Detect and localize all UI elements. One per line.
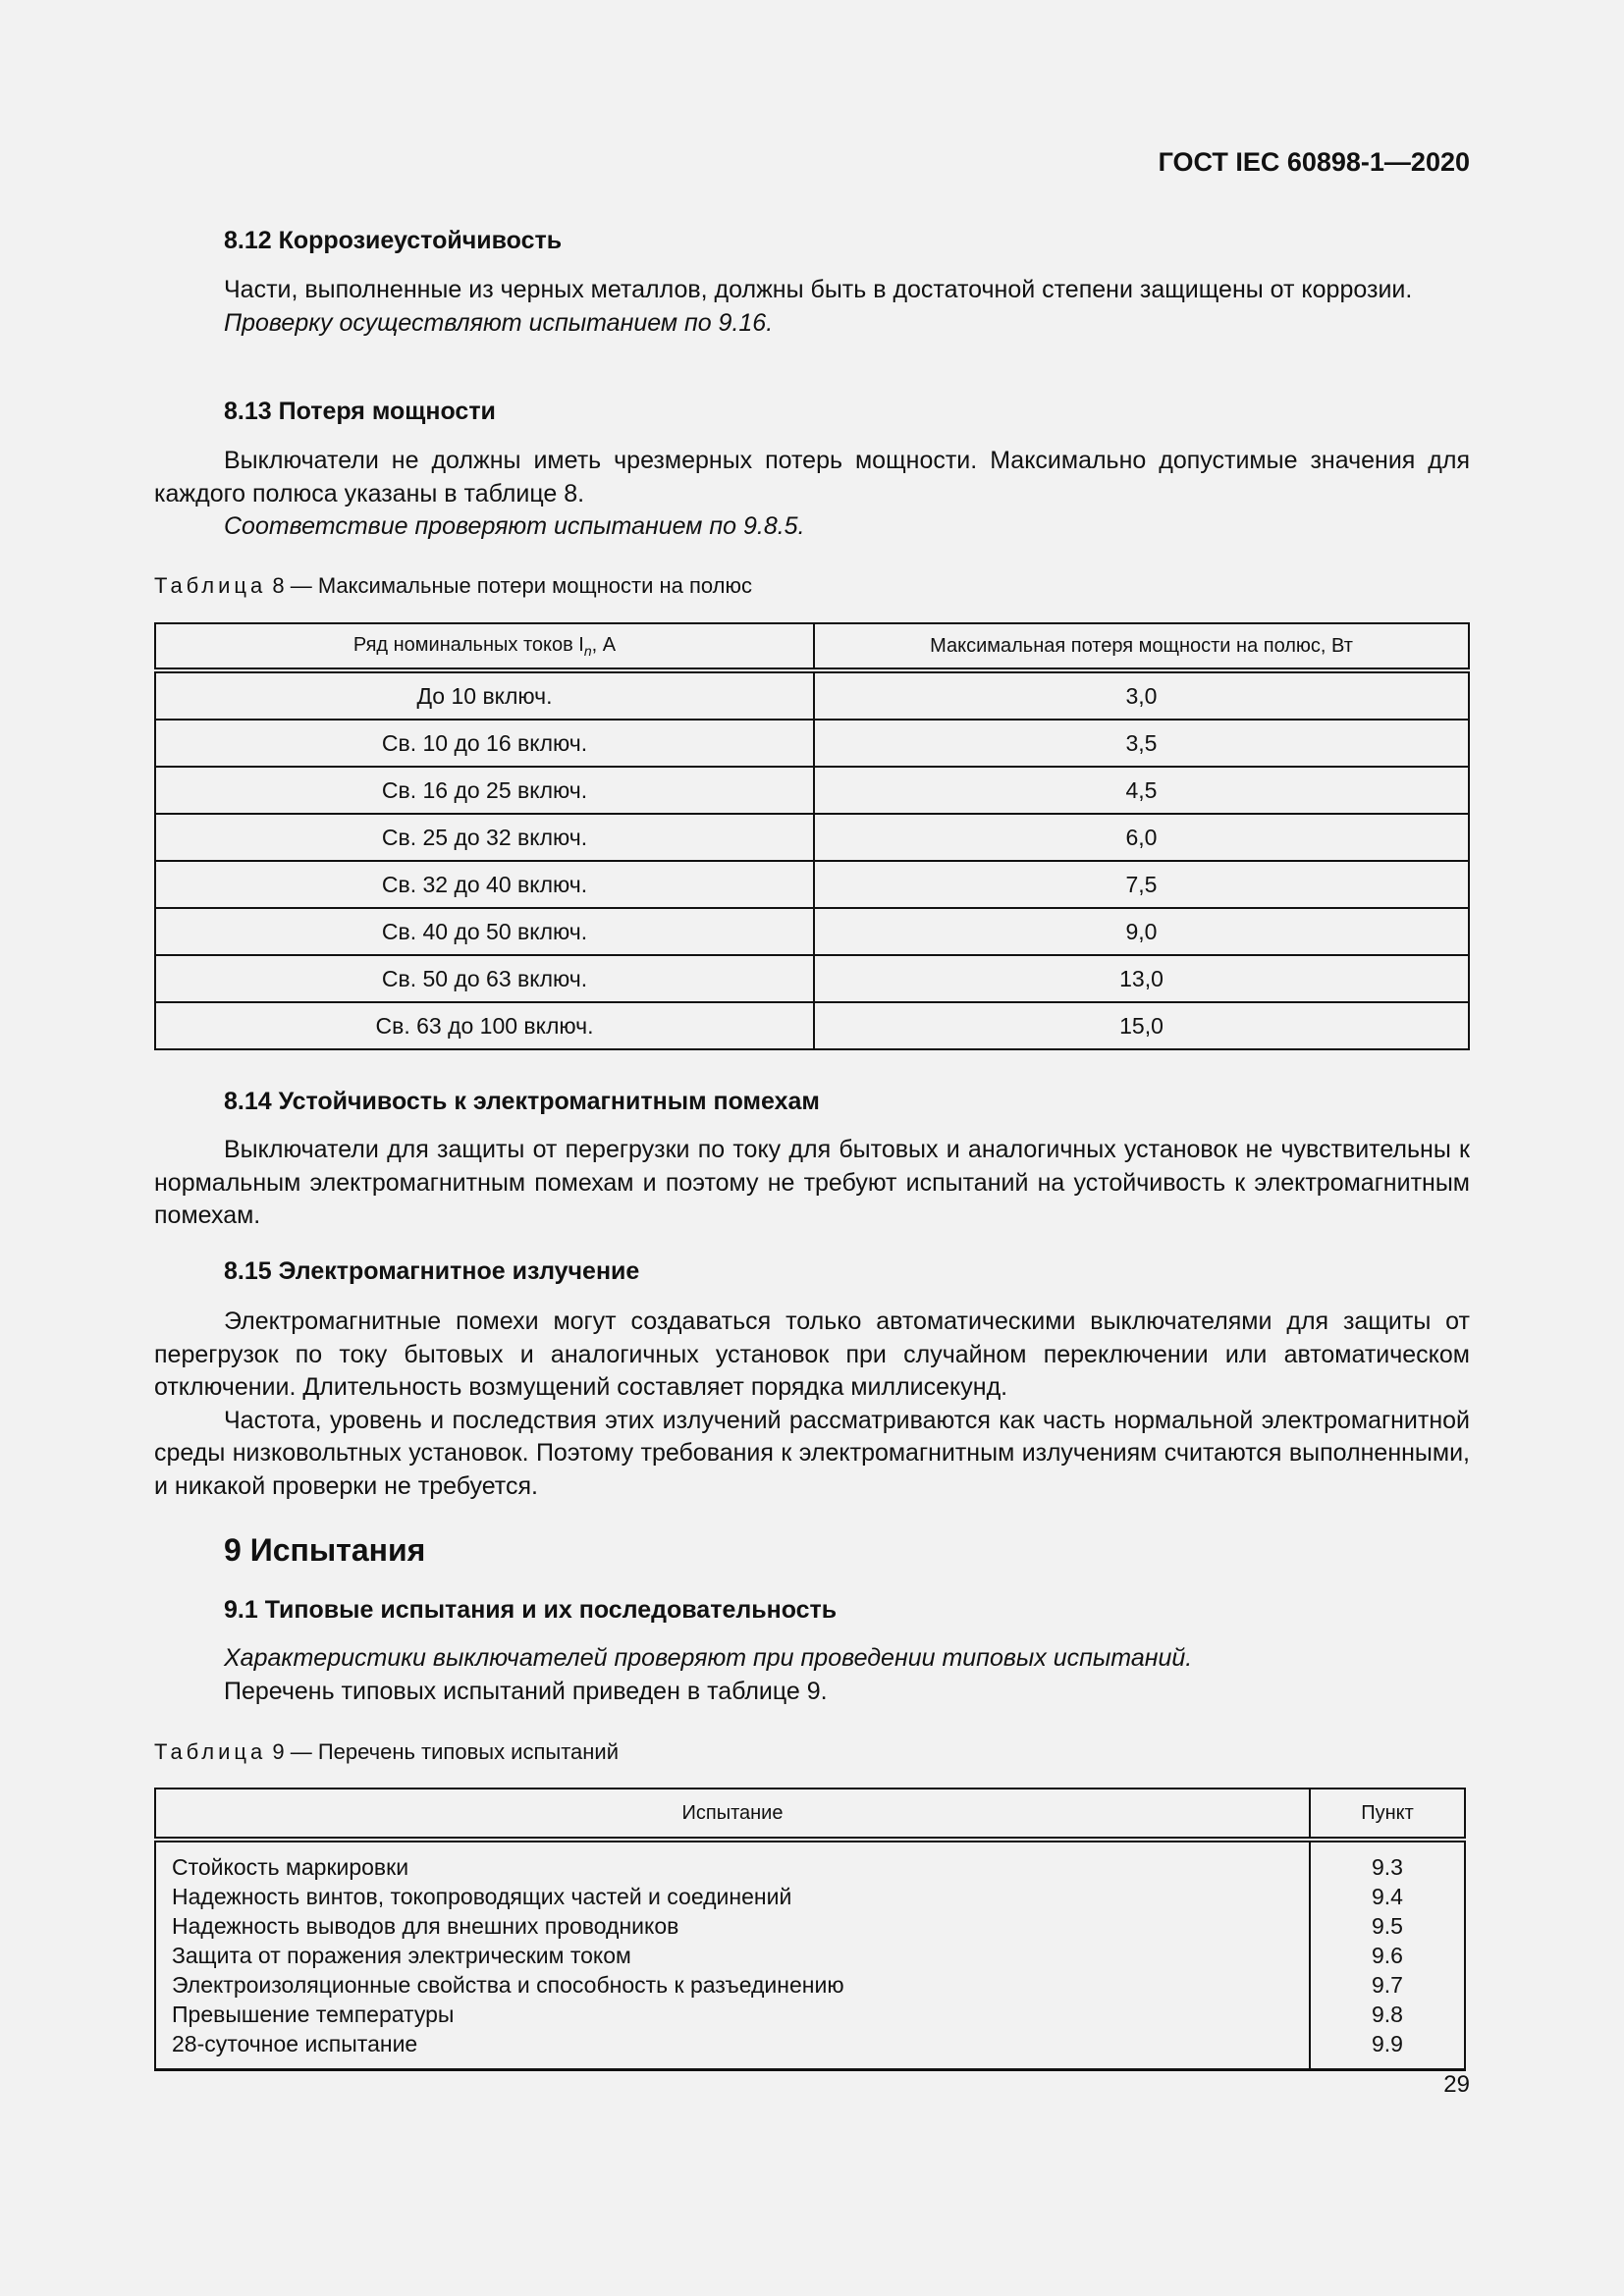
section-9-1-text xyxy=(154,1642,1470,1708)
current-range-cell: Св. 63 до 100 включ. xyxy=(155,1002,814,1049)
clause-number: 9.9 xyxy=(1372,2031,1403,2056)
table-row xyxy=(155,670,1469,720)
current-range-cell: Св. 16 до 25 включ. xyxy=(155,767,814,814)
clause-number: 9.8 xyxy=(1372,2002,1403,2027)
loss-cell: 3,5 xyxy=(814,720,1469,767)
clause-number: 9.3 xyxy=(1372,1854,1403,1880)
caption-prefix: Таблица xyxy=(154,1739,267,1764)
paragraph-italic: Проверку осуществляют испытанием по 9.16. xyxy=(224,308,774,337)
test-name: Превышение температуры xyxy=(172,2002,455,2027)
paragraph-italic: Характеристики выключателей проверяют при проведении типовых испытаний. xyxy=(224,1644,1193,1672)
test-name: 28-суточное испытание xyxy=(172,2031,418,2056)
current-range-cell: Св. 50 до 63 включ. xyxy=(155,955,814,1002)
paragraph-italic: Соответствие проверяют испытанием по 9.8.5. xyxy=(224,512,805,540)
loss-cell: 4,5 xyxy=(814,767,1469,814)
paragraph: Частота, уровень и последствия этих излучений рассматриваются как часть нормальной электромагнитной среды низковольтных установок. Поэтому требования к электромагнитным излучениям считаются выполненными, и никакой проверки не требуется. xyxy=(154,1406,1470,1500)
loss-cell: 13,0 xyxy=(814,955,1469,1002)
column-header-test: Испытание xyxy=(155,1789,1310,1840)
column-header-loss: Максимальная потеря мощности на полюс, Вт xyxy=(814,623,1469,670)
loss-cell: 9,0 xyxy=(814,908,1469,955)
table-9-caption xyxy=(154,1739,1470,1765)
table-row xyxy=(155,908,1469,955)
table-row xyxy=(155,720,1469,767)
table-row xyxy=(155,814,1469,861)
paragraph: Выключатели не должны иметь чрезмерных потерь мощности. Максимально допустимые значения для каждого полюса указаны в таблице 8. xyxy=(154,447,1470,507)
section-8-13-text xyxy=(154,445,1470,544)
section-heading-8-13: 8.13 Потеря мощности xyxy=(224,398,496,425)
caption-text: 8 — Максимальные потери мощности на полюс xyxy=(272,573,752,598)
section-heading-9: 9 Испытания xyxy=(224,1532,426,1568)
section-8-15-text xyxy=(154,1306,1470,1503)
document-id: ГОСТ IEC 60898-1—2020 xyxy=(1158,147,1470,177)
loss-cell: 6,0 xyxy=(814,814,1469,861)
test-name: Надежность винтов, токопроводящих частей и соединений xyxy=(172,1884,792,1909)
table-row xyxy=(155,861,1469,908)
current-range-cell: Св. 32 до 40 включ. xyxy=(155,861,814,908)
table-row xyxy=(155,955,1469,1002)
clause-number: 9.4 xyxy=(1372,1884,1403,1909)
paragraph: Перечень типовых испытаний приведен в таблице 9. xyxy=(224,1677,828,1705)
paragraph: Части, выполненные из черных металлов, должны быть в достаточной степени защищены от коррозии. xyxy=(224,276,1413,303)
clause-number: 9.6 xyxy=(1372,1943,1403,1968)
section-8-14-text xyxy=(154,1134,1470,1233)
tests-list xyxy=(155,1840,1310,2070)
section-heading-9-1: 9.1 Типовые испытания и их последовательность xyxy=(224,1596,838,1624)
current-range-cell: Св. 10 до 16 включ. xyxy=(155,720,814,767)
section-heading-8-15: 8.15 Электромагнитное излучение xyxy=(224,1257,640,1285)
test-name: Электроизоляционные свойства и способность к разъединению xyxy=(172,1972,844,1998)
table-row xyxy=(155,767,1469,814)
section-heading-8-14: 8.14 Устойчивость к электромагнитным помехам xyxy=(224,1088,820,1115)
section-8-12-text xyxy=(154,274,1470,340)
column-header-current: Ряд номинальных токов $I_n$, А xyxy=(155,623,814,670)
test-name: Стойкость маркировки xyxy=(172,1854,409,1880)
loss-cell: 15,0 xyxy=(814,1002,1469,1049)
caption-text: 9 — Перечень типовых испытаний xyxy=(272,1739,619,1764)
section-heading-8-12: 8.12 Коррозиеустойчивость xyxy=(224,227,563,254)
clauses-list xyxy=(1310,1840,1465,2070)
loss-cell: 7,5 xyxy=(814,861,1469,908)
test-name: Защита от поражения электрическим током xyxy=(172,1943,631,1968)
clause-number: 9.7 xyxy=(1372,1972,1403,1998)
table-8 xyxy=(154,622,1470,1050)
loss-cell: 3,0 xyxy=(814,670,1469,720)
table-8-caption xyxy=(154,573,1470,599)
caption-prefix: Таблица xyxy=(154,573,267,598)
table-row xyxy=(155,1002,1469,1049)
page-number: 29 xyxy=(1443,2071,1470,2098)
paragraph: Электромагнитные помехи могут создаваться только автоматическими выключателями для защиты от перегрузок по току бытовых и аналогичных установок при случайном переключении или автоматическом отключении. Длительность возмущений составляет порядка миллисекунд. xyxy=(154,1308,1470,1401)
current-range-cell: Св. 25 до 32 включ. xyxy=(155,814,814,861)
table-9 xyxy=(154,1788,1466,2071)
column-header-clause: Пункт xyxy=(1310,1789,1465,1840)
clause-number: 9.5 xyxy=(1372,1913,1403,1939)
current-range-cell: До 10 включ. xyxy=(155,670,814,720)
test-name: Надежность выводов для внешних проводников xyxy=(172,1913,679,1939)
current-range-cell: Св. 40 до 50 включ. xyxy=(155,908,814,955)
paragraph: Выключатели для защиты от перегрузки по току для бытовых и аналогичных установок не чувствительны к нормальным электромагнитным помехам и поэтому не требуют испытаний на устойчивость к электромагнитным помехам. xyxy=(154,1136,1470,1229)
